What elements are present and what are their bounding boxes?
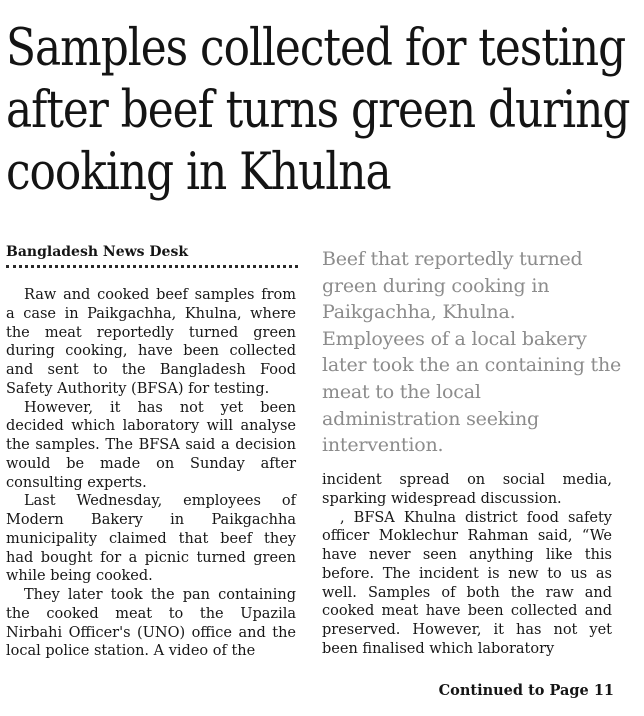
pull-quote: Beef that reportedly turned green during cooking in Paikgachha, Khulna. Employees of a local bakery later took the an containing the meat to the local administration seeking intervention.: [322, 248, 622, 457]
article-paragraph: They later took the pan containing the cooked meat to the Upazila Nirbahi Officer's (UNO) office and the local police station. A video of the: [6, 587, 296, 660]
headline: [6, 18, 634, 204]
article-paragraph: , BFSA Khulna district food safety officer Moklechur Rahman said, “We have never seen anything like this before. The incident is new to us as well. Samples of both the raw and cooked meat have been collected and preserved. However, it has not yet been finalised which laboratory: [322, 509, 612, 657]
article-paragraph: Raw and cooked beef samples from a case in Paikgachha, Khulna, where the meat reportedly turned green during cooking, have been collected and sent to the Bangladesh Food Safety Authority (BFSA) for testing.: [6, 287, 296, 397]
article-paragraph: However, it has not yet been decided which laboratory will analyse the samples. The BFSA said a decision would be made on Sunday after consulting experts.: [6, 399, 296, 491]
article-column-left: [6, 286, 296, 661]
headline-line-1: Samples collected for testing: [6, 19, 626, 78]
article-paragraph: Last Wednesday, employees of Modern Bakery in Paikgachha municipality claimed that beef they had bought for a picnic turned green while being cooked.: [6, 493, 296, 585]
byline-divider: [6, 265, 298, 268]
headline-line-3: cooking in Khulna: [6, 143, 391, 202]
continued-link[interactable]: Continued to Page 11: [438, 682, 614, 699]
article-column-right: [322, 471, 612, 659]
article-paragraph: incident spread on social media, sparking widespread discussion.: [322, 472, 612, 507]
byline: Bangladesh News Desk: [6, 244, 189, 260]
headline-line-2: after beef turns green during: [6, 81, 630, 140]
